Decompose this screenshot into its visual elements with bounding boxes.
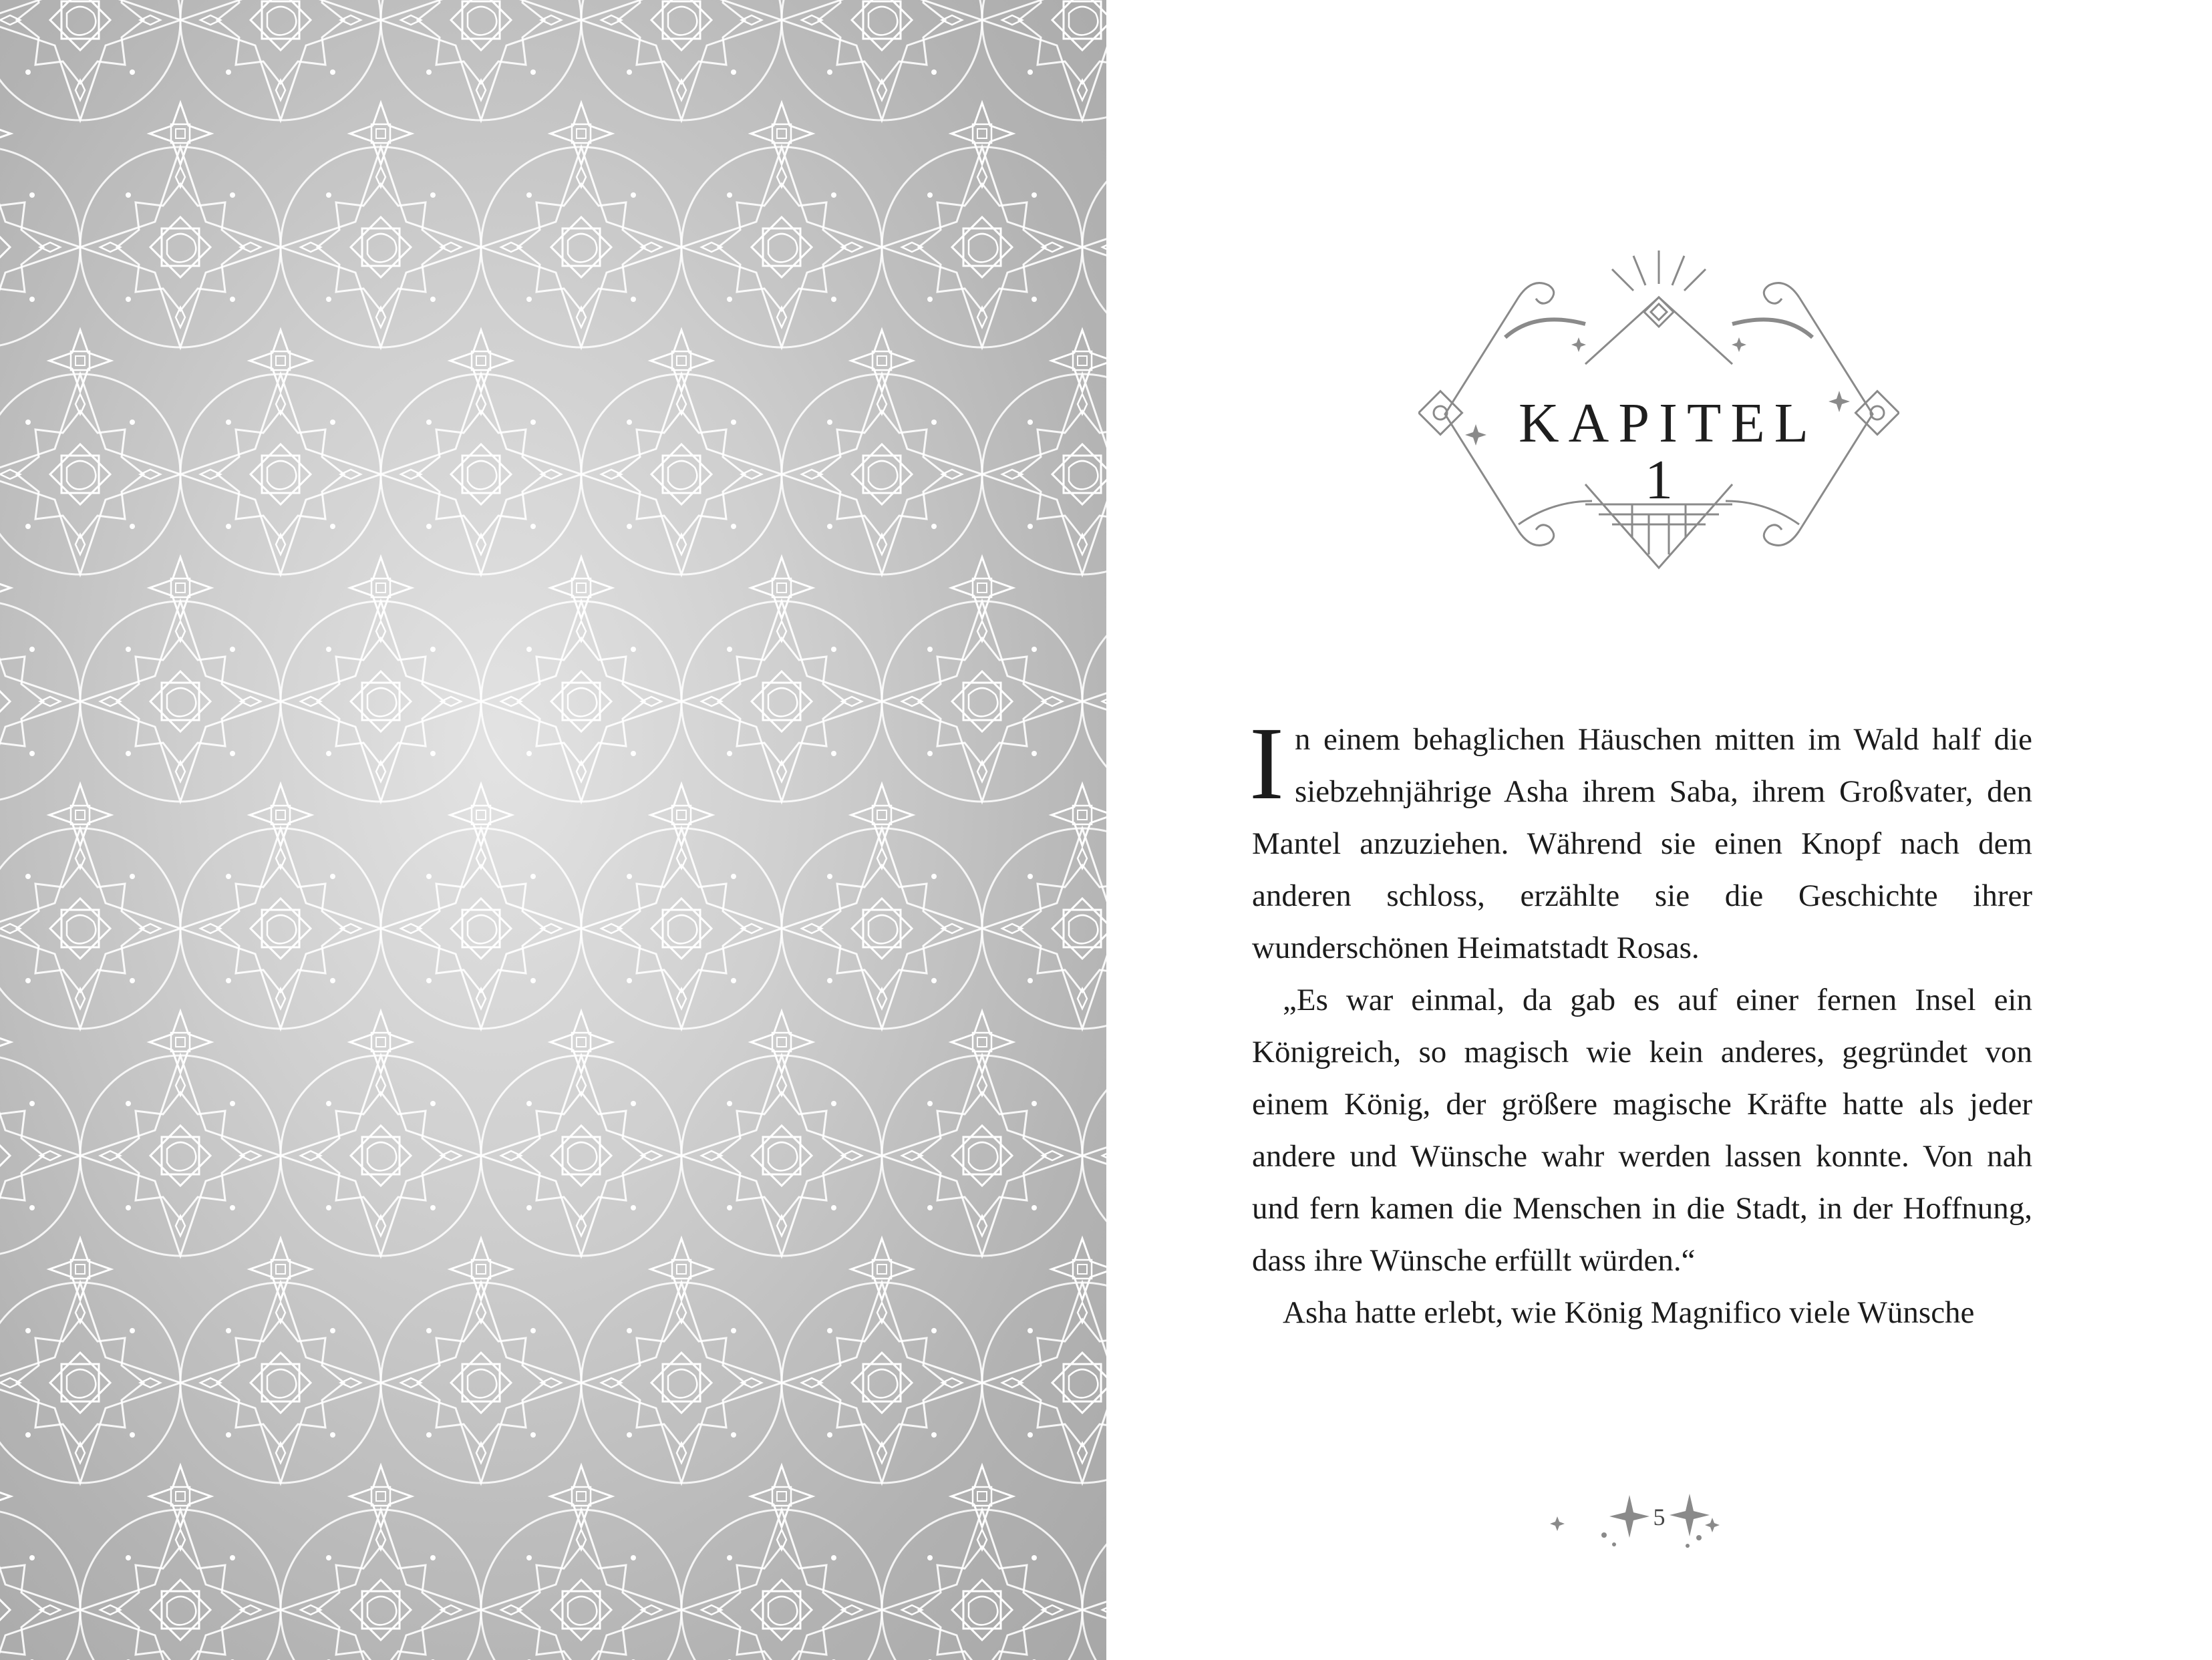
small-star-motif [751, 557, 812, 619]
star-mandala-motif [80, 601, 281, 802]
star-mandala-motif [782, 374, 982, 574]
star-mandala-motif [982, 374, 1106, 574]
star-mandala-motif [882, 147, 1082, 347]
star-mandala-motif [481, 601, 681, 802]
small-star-motif [49, 330, 111, 391]
small-star-motif [851, 330, 913, 391]
star-mandala-motif [0, 147, 80, 347]
small-star-motif [450, 1238, 512, 1300]
chapter-label: KAPITEL [1519, 392, 1818, 454]
text-page [1106, 0, 2212, 1660]
star-mandala-motif [681, 1055, 882, 1256]
small-star-motif [350, 1011, 412, 1073]
star-mandala-motif [581, 828, 782, 1029]
small-star-motif [49, 1238, 111, 1300]
star-mandala-motif [0, 828, 180, 1029]
small-star-motif [951, 1466, 1013, 1527]
small-star-motif [851, 1238, 913, 1300]
star-mandala-motif [481, 1510, 681, 1660]
chapter-heading [1418, 237, 1899, 585]
small-star-motif [150, 1011, 211, 1073]
star-mandala-motif [581, 374, 782, 574]
small-star-motif [0, 1466, 11, 1527]
page-number: 5 [1653, 1504, 1666, 1530]
star-mandala-motif [982, 828, 1106, 1029]
star-mandala-motif [581, 0, 782, 120]
small-star-motif [550, 1466, 612, 1527]
small-star-motif [0, 557, 11, 619]
small-star-motif [49, 784, 111, 846]
small-star-motif [651, 784, 712, 846]
star-mandala-motif [281, 147, 481, 347]
star-mandala-motif [782, 828, 982, 1029]
small-star-motif [0, 1011, 11, 1073]
small-star-motif [250, 1238, 311, 1300]
small-star-motif [150, 557, 211, 619]
star-mandala-motif [1082, 601, 1106, 802]
small-star-motif [751, 1011, 812, 1073]
chapter-number: 1 [1645, 449, 1673, 511]
small-star-motif [651, 330, 712, 391]
star-mandala-motif [281, 1510, 481, 1660]
page-footer [1106, 1488, 2212, 1548]
drop-cap: I [1249, 705, 1284, 821]
star-mandala-motif [180, 0, 381, 120]
star-mandala-motif [281, 1055, 481, 1256]
star-mandala-motif [0, 1283, 180, 1483]
small-star-motif [550, 103, 612, 164]
star-mandala-motif [782, 1283, 982, 1483]
small-star-motif [951, 557, 1013, 619]
small-star-motif [951, 1011, 1013, 1073]
small-star-motif [350, 103, 412, 164]
small-star-motif [651, 1238, 712, 1300]
star-mandala-motif [180, 374, 381, 574]
star-mandala-motif [180, 828, 381, 1029]
star-mandala-motif [80, 147, 281, 347]
paragraph-text: n einem behaglichen Häuschen mitten im Wald half die siebzehnjährige Asha ihrem Saba, ihrem Großvater, den Mantel anzuziehen. Während sie einen Knopf nach dem anderen schloss, erzählte sie die Geschichte ihrer wunderschönen Heimatstadt Rosas. [1252, 722, 2032, 965]
star-mandala-motif [681, 601, 882, 802]
star-mandala-motif [982, 0, 1106, 120]
small-star-motif [250, 330, 311, 391]
small-star-motif [951, 103, 1013, 164]
star-mandala-motif [681, 147, 882, 347]
small-star-motif [150, 1466, 211, 1527]
small-star-motif [851, 784, 913, 846]
star-mandala-motif [381, 0, 581, 120]
small-star-motif [550, 1011, 612, 1073]
star-mandala-motif [0, 1510, 80, 1660]
star-mandala-motif [882, 1055, 1082, 1256]
star-mandala-motif [681, 1510, 882, 1660]
star-mandala-motif [0, 601, 80, 802]
chapter-body-text [1249, 705, 2032, 1339]
paragraph [1249, 705, 2032, 974]
small-star-motif [450, 784, 512, 846]
star-mandala-motif [281, 601, 481, 802]
star-mandala-motif [381, 828, 581, 1029]
paragraph: Asha hatte erlebt, wie König Magnifico viele Wünsche [1283, 1295, 1975, 1330]
star-mandala-motif [381, 1283, 581, 1483]
star-mandala-motif [0, 0, 180, 120]
small-star-motif [150, 103, 211, 164]
small-star-motif [250, 784, 311, 846]
star-mandala-motif [0, 374, 180, 574]
small-star-motif [751, 103, 812, 164]
paragraph: „Es war einmal, da gab es auf einer fernen Insel ein Königreich, so magisch wie kein anderes, gegründet von einem König, der größere magische Kräfte hatte als jeder andere und Wünsche wahr werden lassen konnte. Von nah und fern kamen die Menschen in die Stadt, in der Hoffnung, dass ihre Wünsche erfüllt würden.“ [1252, 983, 2032, 1278]
star-mandala-motif [481, 147, 681, 347]
small-star-motif [0, 103, 11, 164]
star-mandala-motif [80, 1055, 281, 1256]
star-mandala-motif [180, 1283, 381, 1483]
small-star-motif [350, 557, 412, 619]
star-mandala-motif [80, 1510, 281, 1660]
star-mandala-motif [882, 1510, 1082, 1660]
small-star-motif [450, 330, 512, 391]
star-mandala-motif [381, 374, 581, 574]
star-mandala-motif [1082, 1055, 1106, 1256]
star-mandala-motif [0, 1055, 80, 1256]
star-mandala-motif [581, 1283, 782, 1483]
star-mandala-motif [882, 601, 1082, 802]
small-star-motif [550, 557, 612, 619]
star-mandala-motif [982, 1283, 1106, 1483]
star-mandala-motif [1082, 1510, 1106, 1660]
star-mandala-motif [481, 1055, 681, 1256]
small-star-motif [751, 1466, 812, 1527]
star-mandala-motif [782, 0, 982, 120]
star-mandala-motif [1082, 147, 1106, 347]
small-star-motif [350, 1466, 412, 1527]
